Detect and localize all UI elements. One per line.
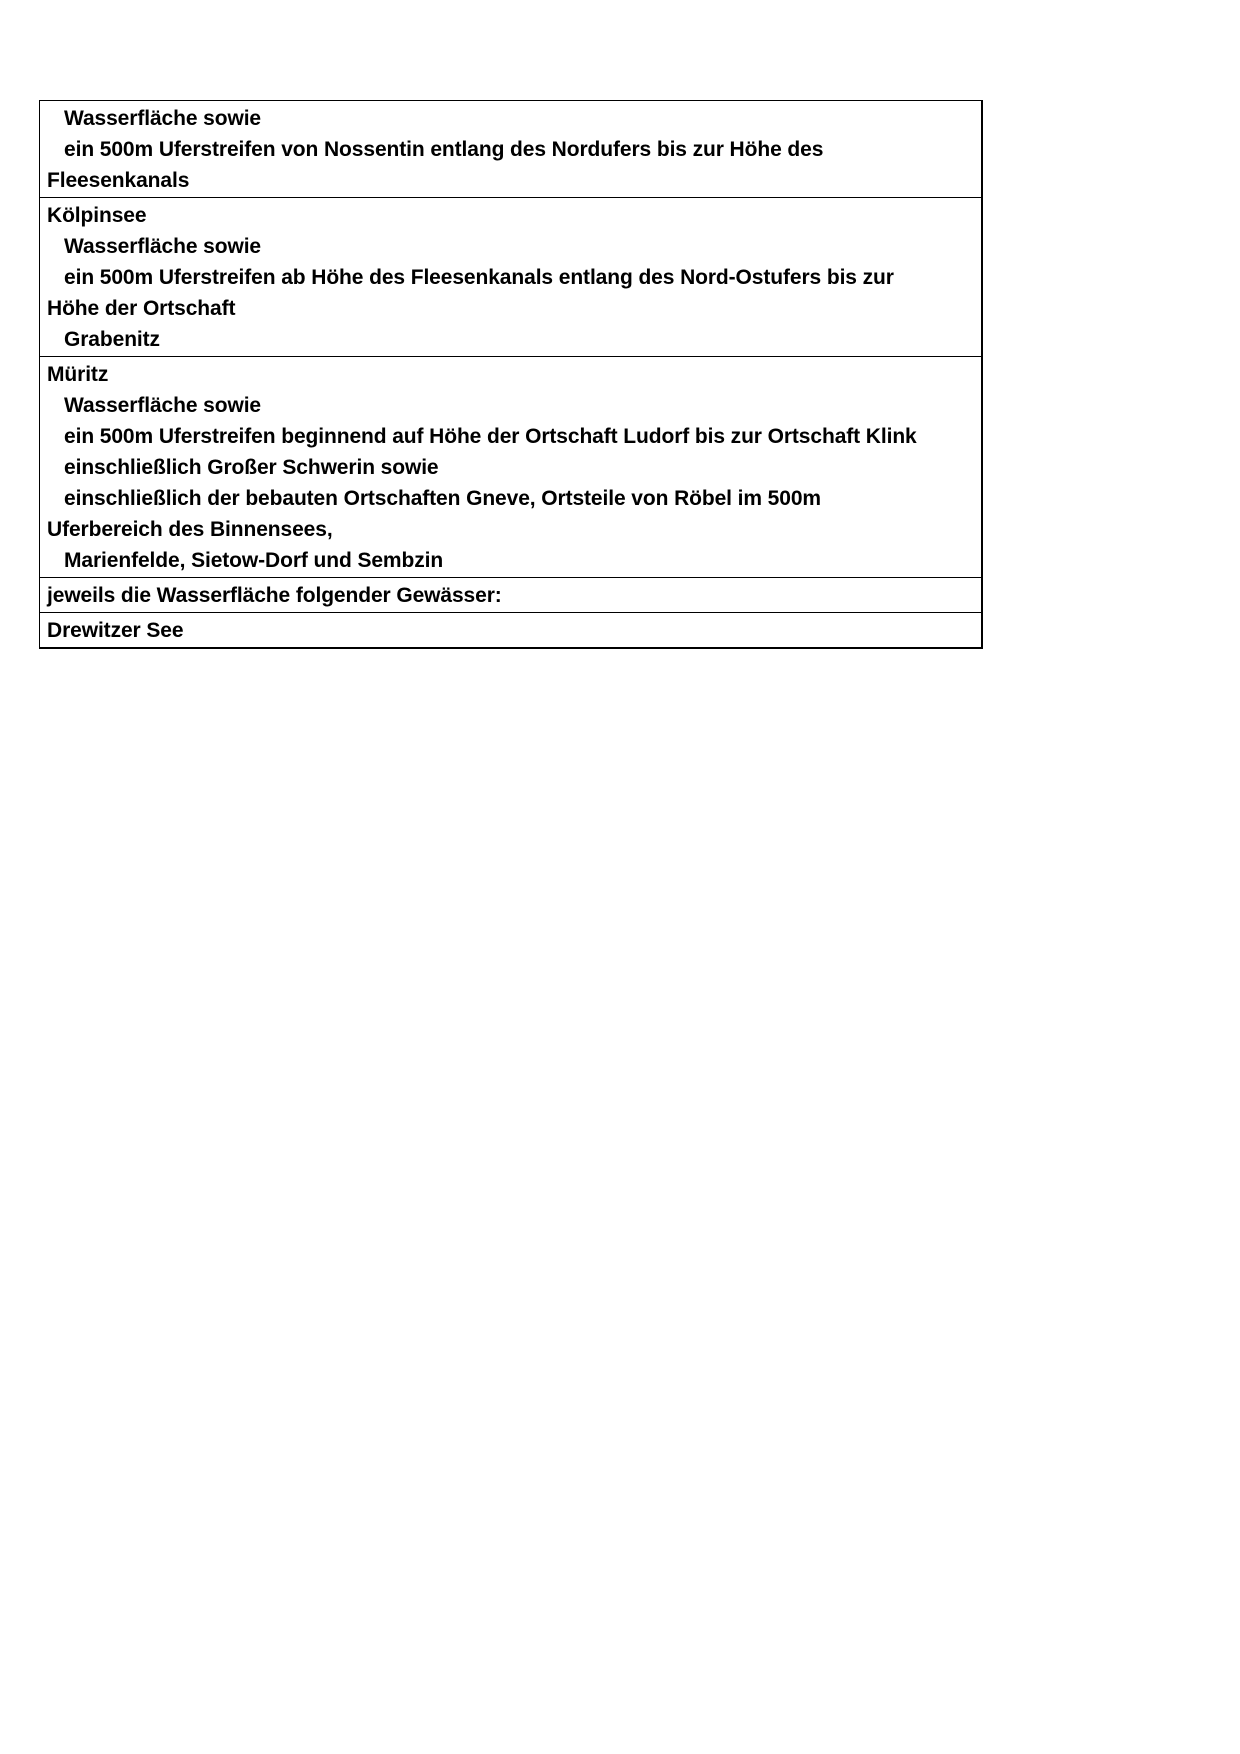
table-row bbox=[40, 578, 981, 613]
text-line: ein 500m Uferstreifen ab Höhe des Fleesenkanals entlang des Nord-Ostufers bis zur bbox=[64, 266, 894, 289]
text-line: Höhe der Ortschaft bbox=[47, 297, 236, 320]
document-table bbox=[39, 100, 983, 649]
text-line: Wasserfläche sowie bbox=[64, 107, 262, 130]
text-line: Grabenitz bbox=[64, 328, 160, 351]
section-heading: jeweils die Wasserfläche folgender Gewässer: bbox=[47, 584, 502, 607]
text-line: Wasserfläche sowie bbox=[64, 394, 262, 417]
text-line: ein 500m Uferstreifen beginnend auf Höhe der Ortschaft Ludorf bis zur Ortschaft Klink bbox=[64, 425, 917, 448]
table-row bbox=[40, 198, 981, 357]
text-line: ein 500m Uferstreifen von Nossentin entlang des Nordufers bis zur Höhe des bbox=[64, 138, 824, 161]
table-row bbox=[40, 357, 981, 578]
lake-name: Müritz bbox=[47, 363, 109, 386]
lake-name: Kölpinsee bbox=[47, 204, 147, 227]
text-line: Fleesenkanals bbox=[47, 169, 190, 192]
text-line: einschließlich der bebauten Ortschaften Gneve, Ortsteile von Röbel im 500m bbox=[64, 487, 821, 510]
table-row bbox=[40, 613, 981, 649]
text-line: Wasserfläche sowie bbox=[64, 235, 262, 258]
table-row bbox=[40, 101, 981, 198]
text-line: einschließlich Großer Schwerin sowie bbox=[64, 456, 439, 479]
lake-name: Drewitzer See bbox=[47, 619, 184, 642]
text-line: Marienfelde, Sietow-Dorf und Sembzin bbox=[64, 549, 444, 572]
text-line: Uferbereich des Binnensees, bbox=[47, 518, 333, 541]
